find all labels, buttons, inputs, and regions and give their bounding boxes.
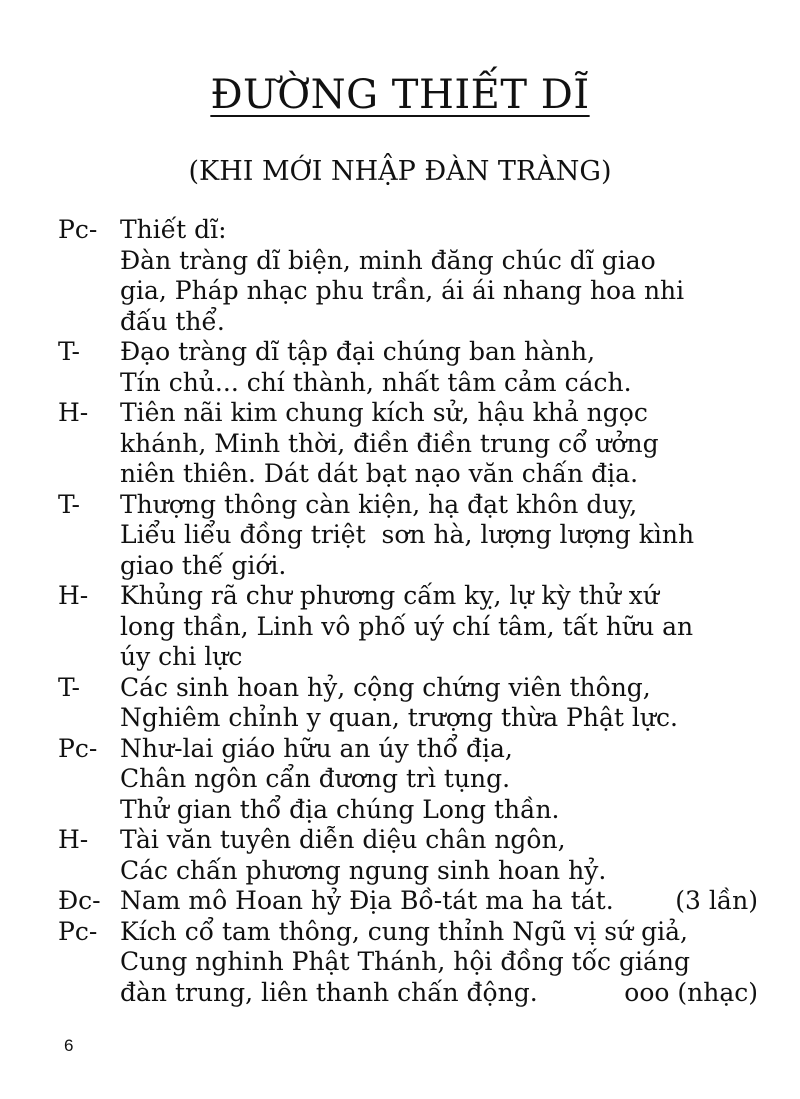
verse-line — [120, 520, 758, 551]
verse-line-text: Tín chủ... chí thành, nhất tâm cảm cách. — [120, 367, 632, 397]
verse-block — [58, 734, 758, 826]
verse-line — [120, 307, 758, 338]
verse-line — [120, 703, 758, 734]
verse-line-text: Chân ngôn cẩn đương trì tụng. — [120, 764, 511, 793]
verse-line — [120, 368, 758, 399]
verse-line — [120, 276, 758, 307]
verse-speaker: H- — [58, 825, 89, 854]
verse-line — [120, 764, 758, 795]
verse-lines — [120, 581, 758, 673]
verse-speaker: Đc- — [58, 886, 101, 915]
verse-speaker: Pc- — [58, 215, 98, 244]
verse-line-text: Các chấn phương ngung sinh hoan hỷ. — [120, 855, 607, 885]
verse-line — [120, 612, 758, 643]
verse-block — [58, 825, 758, 886]
verse-line — [120, 429, 758, 460]
page-title — [0, 72, 800, 118]
verse-line-text: gia, Pháp nhạc phu trần, ái ái nhang hoa nhi — [120, 276, 685, 305]
verse-speaker: T- — [58, 489, 80, 519]
verse-line — [120, 947, 758, 978]
verse-list — [58, 215, 758, 1008]
verse-line-text: úy chi lực — [120, 642, 243, 671]
verse-lines — [120, 215, 758, 337]
verse-line — [120, 551, 758, 582]
verse-line-text: Khủng rã chư phương cấm kỵ, lự kỳ thử xứ — [120, 581, 659, 610]
verse-block — [58, 917, 758, 1009]
verse-speaker: H- — [58, 398, 89, 427]
verse-line-text: đấu thể. — [120, 306, 225, 336]
verse-line-text: Các sinh hoan hỷ, cộng chứng viên thông, — [120, 672, 651, 702]
verse-speaker: H- — [58, 581, 89, 610]
verse-line-text: khánh, Minh thời, điền điền trung cổ ưởng — [120, 428, 659, 458]
verse-line-text: Liểu liểu đồng triệt sơn hà, lượng lượng kình — [120, 520, 695, 549]
verse-lines — [120, 490, 758, 582]
verse-line — [120, 978, 758, 1009]
verse-lines — [120, 673, 758, 734]
verse-lines — [120, 917, 758, 1009]
verse-lines — [120, 398, 758, 490]
verse-speaker: T- — [58, 672, 80, 702]
verse-line — [120, 246, 758, 277]
verse-block — [58, 337, 758, 398]
verse-line — [120, 337, 758, 368]
verse-line-text: long thần, Linh vô phố uý chí tâm, tất hữu an — [120, 611, 694, 641]
verse-line-text: Như-lai giáo hữu an úy thổ địa, — [120, 733, 513, 763]
verse-line-note: ooo (nhạc) — [624, 977, 758, 1007]
verse-speaker: Pc- — [58, 733, 98, 763]
verse-lines — [120, 734, 758, 826]
verse-line — [120, 581, 758, 612]
verse-line-text: Nam mô Hoan hỷ Địa Bồ-tát ma ha tát. — [120, 886, 614, 915]
verse-lines — [120, 337, 758, 398]
verse-block — [58, 490, 758, 582]
page-subtitle: (KHI MỚI NHẬP ĐÀN TRÀNG) — [188, 156, 612, 187]
verse-block — [58, 673, 758, 734]
verse-block — [58, 581, 758, 673]
verse-line-text: Đạo tràng dĩ tập đại chúng ban hành, — [120, 337, 596, 366]
verse-line — [120, 673, 758, 704]
verse-line-text: Thượng thông càn kiện, hạ đạt khôn duy, — [120, 489, 638, 519]
verse-line — [120, 886, 758, 917]
verse-line-text: Thử gian thổ địa chúng Long thần. — [120, 794, 560, 824]
verse-line — [120, 917, 758, 948]
verse-line-text: niên thiên. Dát dát bạt nạo văn chấn địa. — [120, 459, 639, 488]
verse-line — [120, 795, 758, 826]
verse-line — [120, 856, 758, 887]
verse-line — [120, 825, 758, 856]
verse-line-text: Tiên nãi kim chung kích sử, hậu khả ngọc — [120, 398, 648, 427]
verse-line — [120, 459, 758, 490]
verse-speaker: Pc- — [58, 916, 98, 946]
verse-line — [120, 734, 758, 765]
title-text: ĐƯỜNG THIẾT DĨ — [210, 72, 590, 118]
verse-line-text: Nghiêm chỉnh y quan, trượng thừa Phật lực. — [120, 703, 678, 732]
verse-line — [120, 398, 758, 429]
verse-line-text: Kích cổ tam thông, cung thỉnh Ngũ vị sứ giả, — [120, 916, 688, 946]
verse-lines — [120, 825, 758, 886]
page-number: 6 — [64, 1036, 74, 1055]
verse-line-text: Đàn tràng dĩ biện, minh đăng chúc dĩ giao — [120, 245, 656, 275]
verse-line-text: Cung nghinh Phật Thánh, hội đồng tốc giáng — [120, 947, 690, 976]
verse-lines — [120, 886, 758, 917]
verse-speaker: T- — [58, 337, 80, 366]
verse-line — [120, 642, 758, 673]
verse-line-text: đàn trung, liên thanh chấn động. — [120, 977, 538, 1007]
verse-block — [58, 215, 758, 337]
verse-block — [58, 886, 758, 917]
verse-line-text: Thiết dĩ: — [120, 215, 227, 244]
verse-line-note: (3 lần) — [675, 886, 758, 915]
verse-line — [120, 215, 758, 246]
verse-block — [58, 398, 758, 490]
verse-line-text: Tài văn tuyên diễn diệu chân ngôn, — [120, 825, 566, 854]
verse-line — [120, 490, 758, 521]
verse-line-text: giao thế giới. — [120, 550, 287, 580]
